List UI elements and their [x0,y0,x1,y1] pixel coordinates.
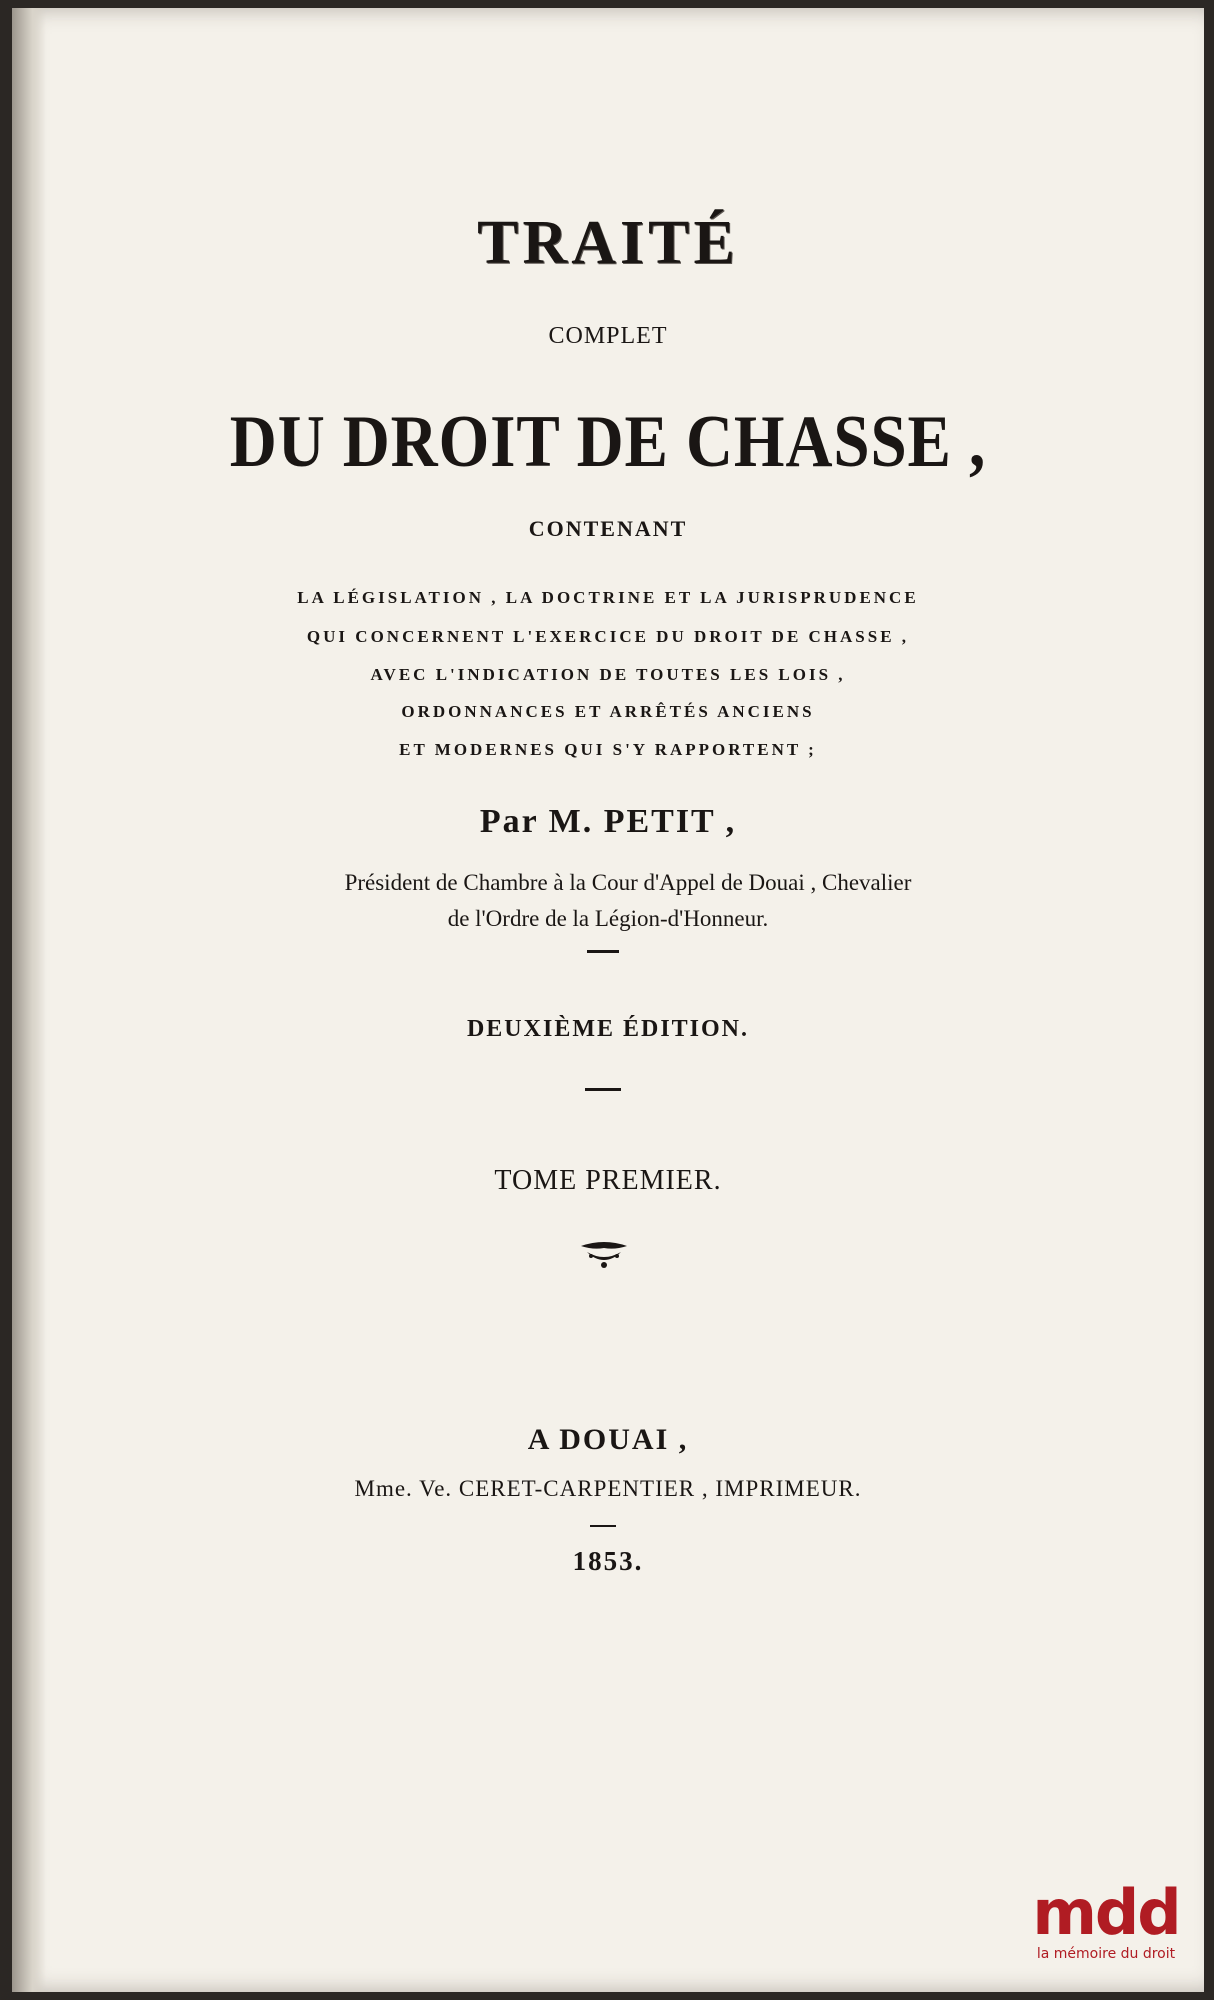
publication-year: 1853. [572,1546,644,1576]
author-title-line: Président de Chambre à la Cour d'Appel de Douai , Chevalier [344,870,912,895]
page-gutter-shadow [12,8,46,1992]
printer-name: Mme. Ve. CERET-CARPENTIER , IMPRIMEUR. [354,1476,862,1501]
publication-place: A DOUAI , [527,1423,689,1456]
description-line: ORDONNANCES ET ARRÊTÉS ANCIENS [401,702,815,721]
divider-rule [587,950,619,953]
book-page [12,8,1204,1992]
volume-label: TOME PREMIER. [494,1165,722,1196]
divider-rule [590,1525,616,1527]
title-complet: COMPLET [548,323,668,349]
description-line: ET MODERNES QUI S'Y RAPPORTENT ; [399,740,817,759]
edition-label: DEUXIÈME ÉDITION. [466,1016,750,1042]
author-title-line: de l'Ordre de la Légion-d'Honneur. [447,906,769,931]
logo-mark: mdd [1032,1876,1180,1949]
title-traite: TRAITÉ [477,209,739,277]
divider-rule [585,1088,621,1091]
mdd-logo [1026,1876,1186,1962]
title-main: DU DROIT DE CHASSE , [229,401,987,483]
description-line: AVEC L'INDICATION DE TOUTES LES LOIS , [370,665,846,684]
ornament-icon [577,1240,631,1270]
logo-tagline: la mémoire du droit [1036,1946,1176,1962]
author-name: Par M. PETIT , [479,803,737,840]
description-line: LA LÉGISLATION , LA DOCTRINE ET LA JURISPRUDENCE [297,588,919,607]
contenant-label: CONTENANT [528,516,688,541]
description-line: QUI CONCERNENT L'EXERCICE DU DROIT DE CHASSE , [306,627,910,646]
